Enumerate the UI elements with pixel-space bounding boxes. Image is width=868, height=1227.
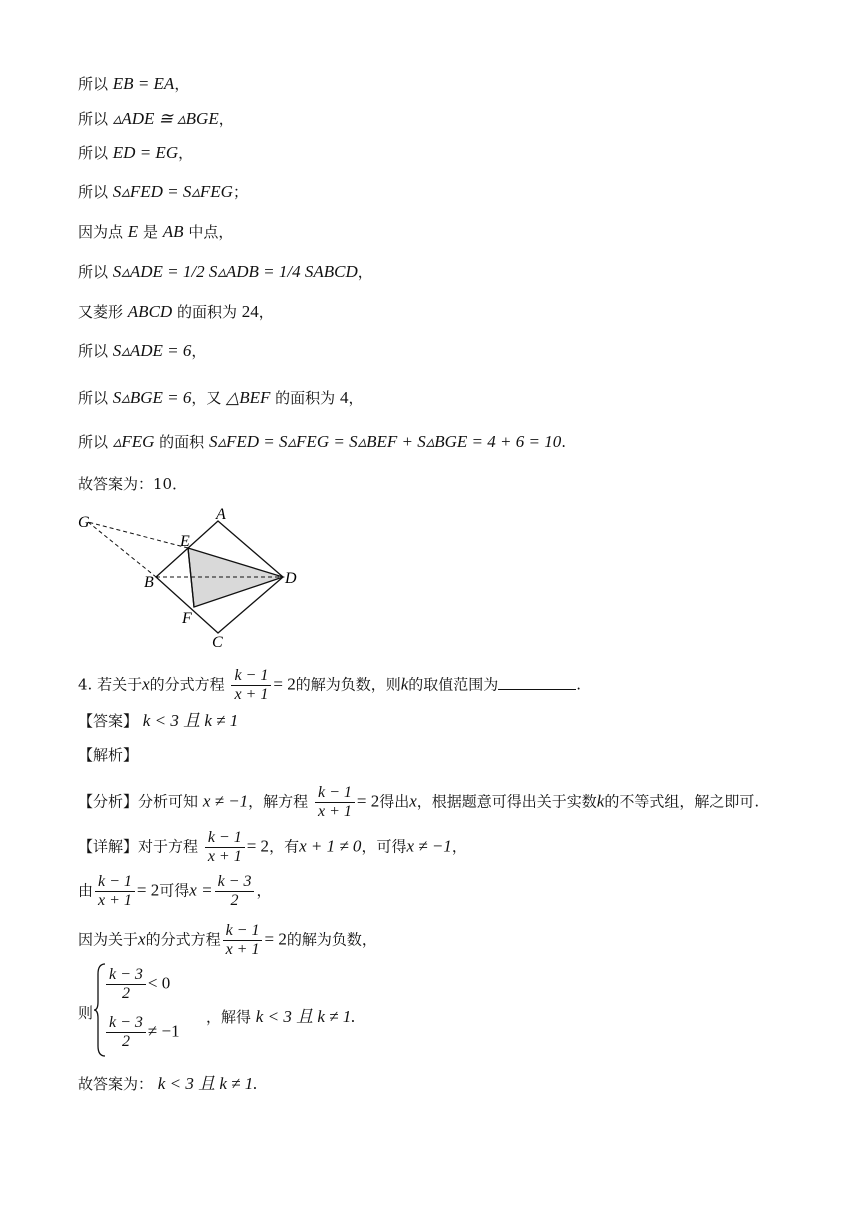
math-var: ▵FEG (112, 432, 155, 451)
math-number: 24 (241, 302, 259, 321)
text: ，解得 (206, 1008, 252, 1026)
numerator: k − 3 (215, 873, 255, 892)
math-expression: S▵BGE = 6 (112, 388, 192, 407)
question-number: 4. (78, 675, 93, 694)
text: 的分式方程 (149, 675, 225, 694)
math-expression: k < 3 且 k ≠ 1. (157, 1074, 258, 1093)
line-gb (88, 522, 156, 577)
text: 的解为负数，则 (295, 675, 401, 694)
line-midpoint (78, 222, 233, 242)
line-area-equal (78, 182, 248, 202)
math-var: x (142, 674, 150, 694)
answer-blank (498, 675, 576, 690)
punct: ， (348, 389, 364, 407)
math-number: 4 (339, 388, 349, 407)
xiangjie-label: 【详解】 (78, 837, 139, 856)
math-expression: EB = EA (112, 74, 175, 93)
math-expression: = 2 (246, 836, 270, 856)
numerator: k − 1 (95, 873, 135, 892)
xiangjie-line (78, 829, 467, 866)
text: 所以 (78, 389, 109, 407)
text: 的解为负数， (286, 930, 377, 949)
analysis-label: 【解析】 (78, 746, 139, 764)
fraction (205, 829, 245, 866)
text: 则 (78, 1004, 94, 1022)
line-sbge-6 (78, 388, 363, 408)
line-eb-ea (78, 74, 189, 94)
punct: ， (258, 303, 274, 321)
ze-label (78, 1002, 93, 1023)
text: 所以 (78, 110, 109, 128)
punct: ， (178, 144, 194, 162)
text: 的面积 (159, 433, 205, 451)
math-var: x (138, 929, 146, 949)
math-expression: x ≠ −1 (406, 836, 452, 856)
math-expression: x = (189, 880, 213, 900)
numerator: k − 3 (106, 1014, 146, 1033)
text: 的不等式组，解之即可. (604, 792, 760, 811)
text: 所以 (78, 183, 109, 201)
math-expression: S▵FED = S▵FEG (112, 182, 233, 201)
math-var: k (400, 674, 409, 694)
math-expression: ED = EG (112, 143, 179, 162)
label-c: C (212, 634, 223, 651)
punct: . (576, 675, 582, 694)
punct: ， (256, 881, 272, 900)
math-expression: S▵FED = S▵FEG = S▵BEF + S▵BGE = 4 + 6 = 10 (208, 432, 562, 451)
fraction (231, 667, 271, 704)
fraction (215, 873, 255, 910)
punct: ， (451, 837, 467, 856)
text: ，根据题意可得出关于实数 (416, 792, 597, 811)
answer-line (78, 711, 238, 731)
text: ，又 (191, 389, 222, 407)
label-g: G (78, 514, 90, 531)
denominator: x + 1 (98, 892, 132, 909)
text: 对于方程 (138, 837, 199, 856)
text: ，解方程 (248, 792, 309, 811)
numerator: k − 1 (223, 922, 263, 941)
text: 由 (78, 881, 94, 900)
math-var: △BEF (226, 388, 271, 407)
text: 的分式方程 (145, 930, 221, 949)
numerator: k − 1 (231, 667, 271, 686)
math-var: k (596, 791, 605, 811)
text: 所以 (78, 144, 109, 162)
line-feg-area (78, 432, 566, 452)
line-eg (88, 522, 188, 548)
math-expression: = 2 (273, 674, 296, 694)
denominator: 2 (121, 1033, 130, 1050)
text: 的面积为 (176, 303, 237, 321)
text: 的取值范围为 (408, 675, 499, 694)
line-sade-6 (78, 341, 206, 361)
denominator: 2 (230, 892, 239, 909)
numerator: k − 3 (106, 966, 146, 985)
text: 若关于 (97, 675, 143, 694)
answer-label: 【答案】 (78, 712, 139, 730)
label-b: B (144, 574, 154, 591)
fraction (106, 1014, 146, 1051)
punct: ； (232, 183, 248, 201)
text: ，有 (269, 837, 300, 856)
denominator: x + 1 (317, 803, 352, 820)
label-e: E (180, 533, 190, 550)
final-answer-line (78, 1074, 257, 1094)
math-expression: < 0 (147, 973, 171, 993)
text: 中点， (188, 223, 234, 241)
numerator: k − 1 (205, 829, 245, 848)
denominator: x + 1 (225, 941, 260, 958)
question-4 (78, 667, 581, 704)
text: 分析可知 (138, 792, 199, 811)
yinwei-line (78, 922, 377, 959)
text: 故答案为： (78, 1075, 154, 1093)
line-rhombus-area (78, 302, 274, 322)
math-expression: S▵ADE = 6 (112, 341, 192, 360)
rhombus-figure (70, 505, 310, 655)
punct: ， (174, 75, 190, 93)
line-ed-eg (78, 143, 193, 163)
math-expression: S▵ADE = 1/2 S▵ADB = 1/4 SABCD (112, 262, 358, 281)
math-var: E (127, 222, 139, 241)
fenxi-label: 【分析】 (78, 792, 139, 811)
fraction (95, 873, 135, 910)
text: 因为点 (78, 223, 124, 241)
text: 故答案为：10． (78, 475, 188, 493)
system-row-1 (104, 966, 170, 1003)
punct: ， (218, 110, 234, 128)
denominator: 2 (121, 985, 130, 1002)
denominator: x + 1 (234, 686, 269, 703)
label-f: F (182, 610, 192, 627)
text: 所以 (78, 342, 109, 360)
you-line (78, 873, 271, 910)
line-area-fractions (78, 262, 373, 282)
math-expression: ▵ADE ≅ ▵BGE (112, 109, 219, 128)
punct: ， (191, 342, 207, 360)
label-a: A (216, 506, 226, 523)
line-congruent (78, 109, 234, 129)
math-var: ABCD (127, 302, 173, 321)
math-expression: x ≠ −1 (202, 791, 249, 811)
math-expression: ≠ −1 (147, 1021, 180, 1041)
denominator: x + 1 (207, 848, 242, 865)
answer-value: k < 3 且 k ≠ 1 (142, 711, 239, 730)
text: 所以 (78, 263, 109, 281)
text: 可得 (159, 881, 190, 900)
analysis-header (78, 745, 138, 765)
system-row-2 (104, 1014, 180, 1051)
math-expression: = 2 (136, 880, 160, 900)
math-expression: = 2 (356, 791, 380, 811)
math-expression: k < 3 且 k ≠ 1. (255, 1007, 356, 1026)
jie-line (206, 1002, 355, 1027)
text: 所以 (78, 75, 109, 93)
line-answer-10 (78, 474, 187, 494)
text: 又菱形 (78, 303, 124, 321)
math-var: AB (162, 222, 184, 241)
math-var: x (409, 791, 417, 811)
punct: ， (357, 263, 373, 281)
label-d: D (285, 570, 297, 587)
text: 是 (142, 223, 158, 241)
text: 得出 (379, 792, 410, 811)
numerator: k − 1 (315, 784, 355, 803)
text: ，可得 (361, 837, 407, 856)
fraction (315, 784, 355, 821)
text: 所以 (78, 433, 109, 451)
math-expression: x + 1 ≠ 0 (299, 836, 362, 856)
punct: . (561, 433, 567, 451)
fraction (106, 966, 146, 1003)
fenxi-line (78, 784, 759, 821)
text: 因为关于 (78, 930, 139, 949)
text: 的面积为 (275, 389, 336, 407)
math-expression: = 2 (264, 929, 287, 949)
fraction (223, 922, 263, 959)
